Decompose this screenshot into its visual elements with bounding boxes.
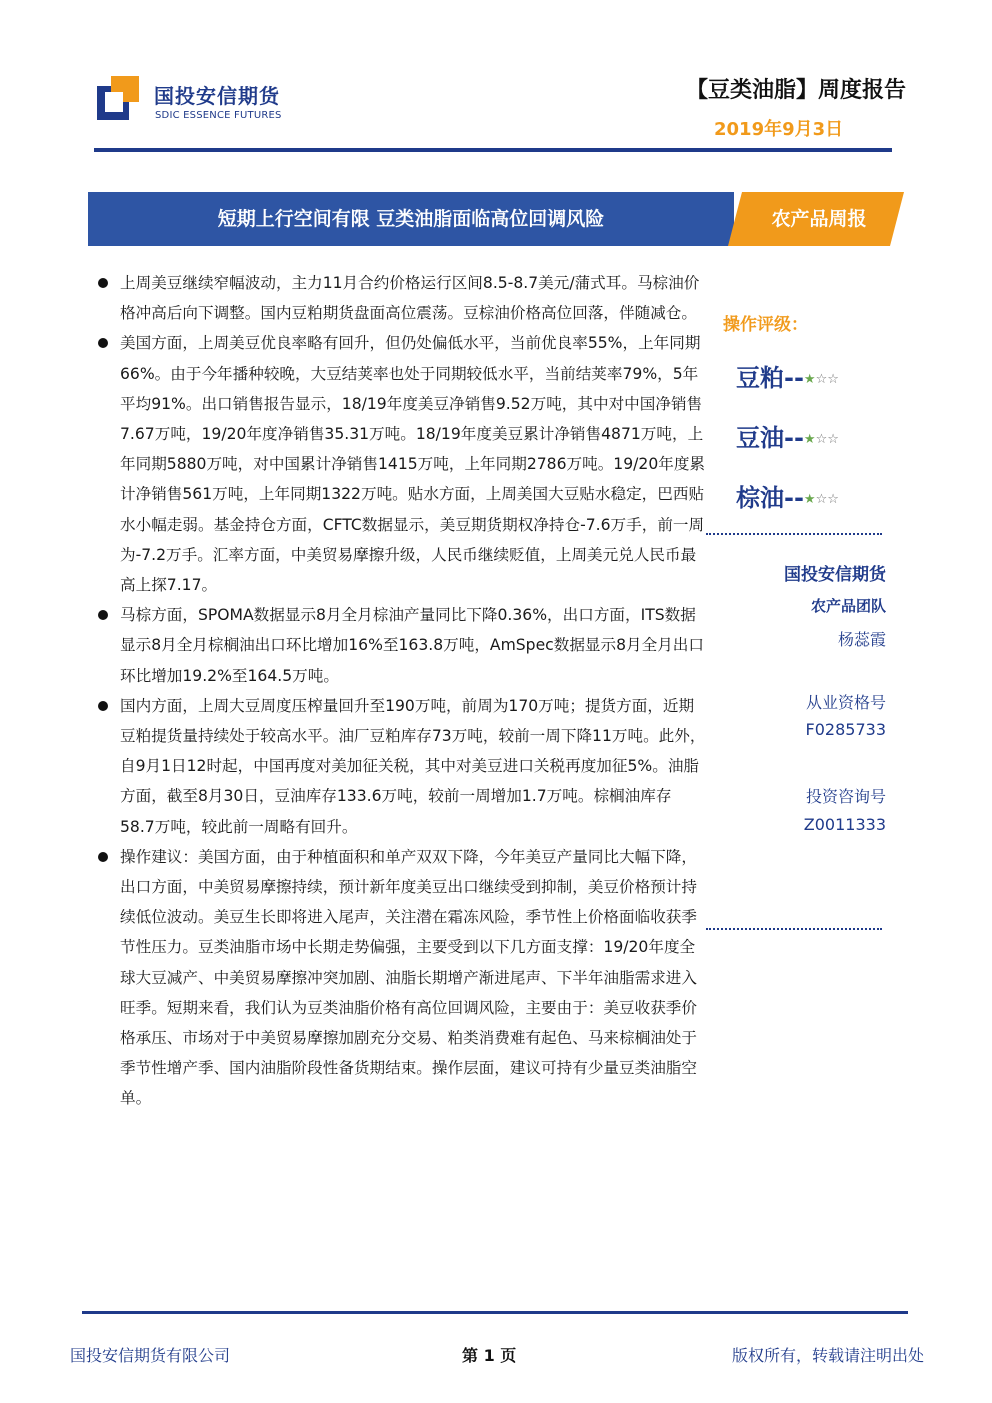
rating-soymeal [736, 358, 839, 393]
bullet-dot-icon [98, 852, 108, 862]
consult-number: Z0011333 [803, 815, 886, 834]
rating-label: 操作评级： [723, 315, 808, 335]
bullet-text: 国内方面，上周大豆周度压榨量回升至190万吨，前周为170万吨；提货方面，近期豆粕提货量持续处于较高水平。油厂豆粕库存73万吨，较前一周下降11万吨。此外，自9月1日12时起，中国再度对美加征关税，其中对美豆进口关税再度加征5%。油脂方面，截至8月30日，豆油库存133.6万吨，较前一周增加1.7万吨。棕榈油库存58.7万吨，较此前一周略有回升。 [120, 696, 706, 836]
rating-name: 棕油-- [736, 484, 804, 512]
bullet-item [96, 268, 706, 328]
report-date: 2019年9月3日 [714, 119, 844, 140]
footer-company: 国投安信期货有限公司 [70, 1346, 231, 1365]
footer-copyright: 版权所有，转载请注明出处 [731, 1346, 924, 1365]
bullet-dot-icon [98, 338, 108, 348]
star-rating-icon: ★☆☆ [803, 492, 839, 507]
header-divider [94, 148, 892, 152]
footer-divider [82, 1311, 908, 1314]
company-logo-icon [97, 76, 139, 120]
sidebar-divider [706, 533, 882, 535]
bullet-text: 马棕方面，SPOMA数据显示8月全月棕油产量同比下降0.36%，出口方面，ITS数据显示8月全月棕榈油出口环比增加16%至163.8万吨，AmSpec数据显示8月全月出口环比增加19.2%至164.5万吨。 [120, 606, 704, 685]
report-type: 【豆类油脂】周度报告 [685, 78, 906, 103]
report-body [96, 268, 706, 1114]
sidebar-team: 农产品团队 [810, 597, 886, 615]
bullet-text: 操作建议：美国方面，由于种植面积和单产双双下降，今年美豆产量同比大幅下降，出口方面，中美贸易摩擦持续，预计新年度美豆出口继续受到抑制，美豆价格预计持续低位波动。美豆生长即将进入尾声，关注潜在霜冻风险，季节性上价格面临收获季节性压力。豆类油脂市场中长期走势偏强，主要受到以下几方面支撑：19/20年度全球大豆减产、中美贸易摩擦冲突加剧、油脂长期增产渐进尾声、下半年油脂需求进入旺季。短期来看，我们认为豆类油脂价格有高位回调风险，主要由于：美豆收获季价格承压、市场对于中美贸易摩擦加剧充分交易、粕类消费难有起色、马来棕榈油处于季节性增产季、国内油脂阶段性备货期结束。操作层面，建议可持有少量豆类油脂空单。 [120, 847, 697, 1108]
rating-soyoil [736, 418, 839, 453]
report-title: 短期上行空间有限 豆类油脂面临高位回调风险 [217, 208, 605, 230]
bullet-item [96, 842, 706, 1114]
rating-name: 豆粕-- [736, 364, 804, 392]
bullet-item [96, 600, 706, 691]
star-rating-icon: ★☆☆ [803, 432, 839, 447]
company-name-en: SDIC ESSENCE FUTURES [155, 110, 282, 121]
company-name-cn: 国投安信期货 [154, 84, 280, 108]
bullet-dot-icon [98, 278, 108, 288]
bullet-dot-icon [98, 701, 108, 711]
consult-label: 投资咨询号 [805, 787, 886, 806]
star-rating-icon: ★☆☆ [803, 372, 839, 387]
bullet-text: 上周美豆继续窄幅波动，主力11月合约价格运行区间8.5-8.7美元/蒲式耳。马棕油价格冲高后向下调整。国内豆粕期货盘面高位震荡。豆棕油价格高位回落，伴随减仓。 [120, 274, 700, 323]
page-number: 第 1 页 [462, 1346, 517, 1365]
rating-palmoil [736, 478, 839, 513]
bullet-dot-icon [98, 610, 108, 620]
category-tag: 农产品周报 [771, 208, 867, 230]
sidebar-company: 国投安信期货 [784, 565, 886, 585]
qualification-label: 从业资格号 [805, 693, 886, 712]
bullet-item [96, 691, 706, 842]
bullet-item [96, 328, 706, 600]
qualification-number: F0285733 [805, 720, 886, 739]
analyst-name: 杨蕊霞 [837, 630, 886, 649]
bullet-text: 美国方面，上周美豆优良率略有回升，但仍处偏低水平，当前优良率55%，上年同期66%。由于今年播种较晚，大豆结荚率也处于同期较低水平，当前结荚率79%，5年平均91%。出口销售报告显示，18/19年度美豆净销售9.52万吨，其中对中国净销售7.67万吨，19/20年度净销售35.31万吨。18/19年度美豆累计净销售4871万吨，上年同期5880万吨，对中国累计净销售1415万吨，上年同期2786万吨。19/20年度累计净销售561万吨，上年同期1322万吨。贴水方面，上周美国大豆贴水稳定，巴西贴水小幅走弱。基金持仓方面，CFTC数据显示，美豆期货期权净持仓-7.6万手，前一周为-7.2万手。汇率方面，中美贸易摩擦升级，人民币继续贬值，上周美元兑人民币最高上探7.17。 [120, 334, 706, 595]
rating-name: 豆油-- [736, 424, 804, 452]
sidebar-divider [706, 928, 882, 930]
